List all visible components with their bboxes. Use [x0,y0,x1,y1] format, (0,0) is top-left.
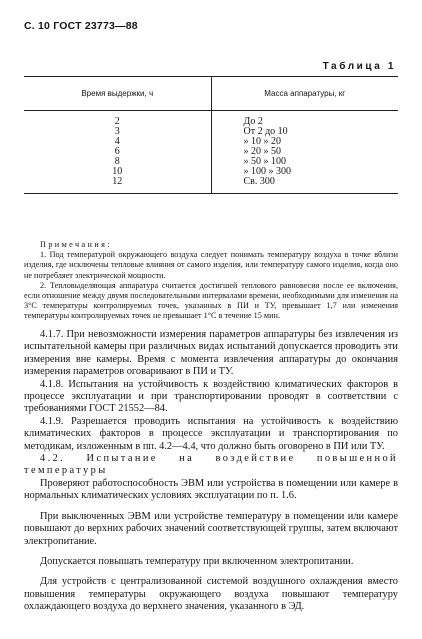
table-row [24,137,398,147]
cell-time: 3 [24,127,211,137]
cell-mass: » 100 » 300 [243,166,291,177]
table-row [24,127,398,137]
notes-heading: Примечания: [40,240,112,249]
cell-time: 8 [24,157,211,167]
paragraph-4-2-a: Проверяют работоспособность ЭВМ или устройства в помещении или камере в нормальных климатических условиях эксплуатации по п. 1.6. [24,477,398,502]
column-header-mass: Масса аппаратуры, кг [211,77,398,111]
table-row [24,111,398,128]
exposure-time-table [24,76,398,194]
cell-mass: Св. 300 [211,177,398,194]
paragraph-4-2-d: Для устройств с централизованной системой воздушного охлаждения вместо повышения температуры окружающего воздуха повышают температуру охлаждающего воздуха до верхнего значения, указанного в ЭД. [24,576,398,613]
page-header: С. 10 ГОСТ 23773—88 [24,20,138,32]
cell-time: 12 [24,177,211,194]
table-row [24,177,398,194]
table-row [24,167,398,177]
table-header-row [24,77,398,111]
cell-mass: » 10 » 20 [243,136,281,147]
table-row [24,147,398,157]
column-header-time: Время выдержки, ч [24,77,211,111]
paragraph-4-1-7: 4.1.7. При невозможности измерения параметров аппаратуры без извлечения из испытательной камеры при различных видах испытаний допускается проводить эти измерения вне камеры. Время с момента извлечения аппаратуры до окончания измерения параметров оговаривают в ПИ и ТУ. [24,329,398,378]
cell-mass: » 20 » 50 [243,146,281,157]
cell-time: 10 [24,167,211,177]
paragraph-4-2-c: Допускается повышать температуру при включенном электропитании. [40,555,354,567]
paragraph-4-1-9: 4.1.9. Разрешается проводить испытания на устойчивость к воздействию климатических факторов в процессе эксплуатации и транспортирования по методикам, изложенным в пп. 4.2—4.4, что должно быть оговорено в ПИ или ТУ. [24,415,398,452]
table-caption: Таблица 1 [322,61,396,72]
cell-mass: » 50 » 100 [243,156,286,167]
table-row [24,157,398,167]
note-item: 1. Под температурой окружающего воздуха следует понимать температуру воздуха в точке вблизи изделия, где исключены тепловые влияния от самого изделия, или температуру самого изделия, когда оно не потребляет электрической мощности. [24,250,398,280]
cell-mass: До 2 [243,116,263,127]
paragraph-4-1-8: 4.1.8. Испытания на устойчивость к воздействию климатических факторов в процессе эксплуатации и при транспортировании проводят в соответствии с требованиями ГОСТ 21552—84. [24,378,398,415]
main-text [24,329,398,614]
table-notes [24,240,398,322]
cell-time: 4 [24,137,211,147]
cell-time: 2 [24,111,211,128]
note-item: 2. Тепловыделяющая аппаратура считается достигшей теплового равновесия после ее включения, если отношение между двумя последовательными интервалами времени, необходимыми для изменения на 3°С температуры контролируемых точек, указанных в ПИ и ТУ, превышает 1,7 или изменения температуры контролируемых точек не превышает 1°С в течение 15 мин. [24,280,398,321]
cell-time: 6 [24,147,211,157]
section-heading-4-2: 4.2. Испытание на воздействие повышенной температуры [24,453,398,477]
paragraph-4-2-b: При выключенных ЭВМ или устройстве температуру в помещении или камере повышают до верхних рабочих значений соответствующей группы, затем включают электропитание. [24,510,398,547]
cell-mass: От 2 до 10 [243,126,288,137]
